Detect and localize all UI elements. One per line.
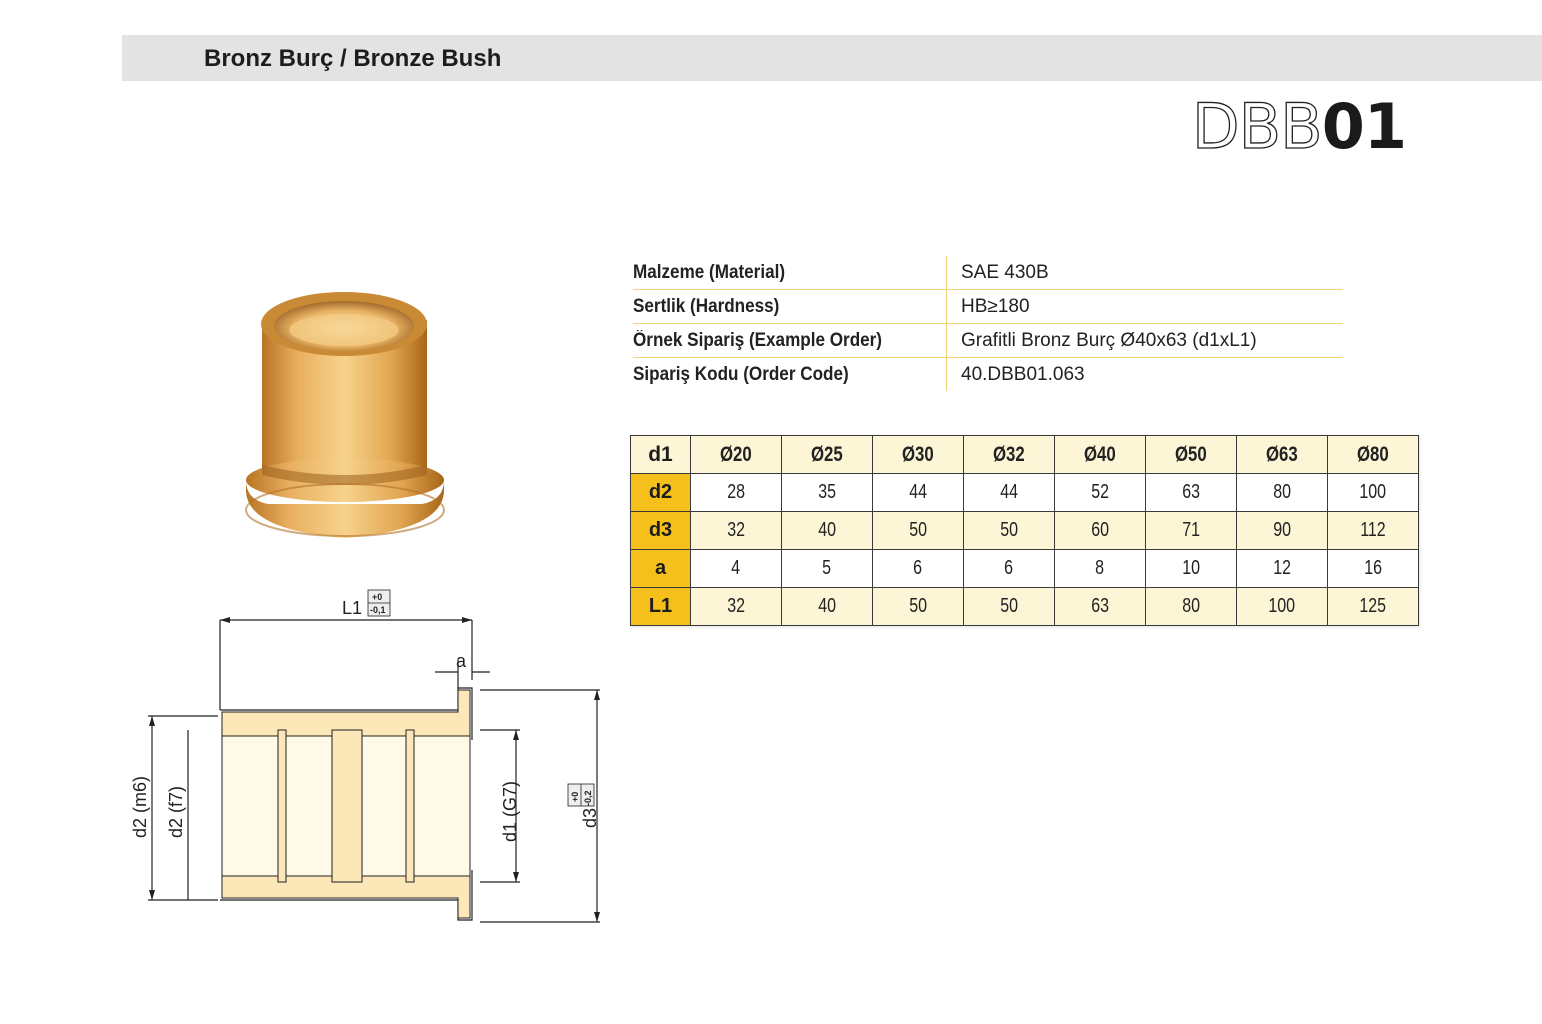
table-cell: Ø50 [1146,436,1237,474]
row-header: d2 [631,474,691,512]
table-cell: 50 [873,512,964,550]
header-bar [122,35,1542,81]
table-cell: Ø63 [1237,436,1328,474]
table-cell: 52 [1055,474,1146,512]
table-cell: 6 [964,550,1055,588]
table-row [631,512,1419,550]
table-cell: Ø32 [964,436,1055,474]
table-cell: 10 [1146,550,1237,588]
table-cell: Ø20 [691,436,782,474]
table-cell: 50 [873,588,964,626]
table-cell: 32 [691,588,782,626]
spec-value: Grafitli Bronz Burç Ø40x63 (d1xL1) [946,324,1343,357]
table-cell: 8 [1055,550,1146,588]
spec-value: HB≥180 [946,290,1343,323]
dimension-table [630,435,1419,626]
spec-label: Sertlik (Hardness) [633,295,780,317]
table-cell: 71 [1146,512,1237,550]
table-cell: 6 [873,550,964,588]
table-cell: Ø80 [1328,436,1419,474]
spec-row-example-order [633,324,1343,358]
table-row [631,588,1419,626]
spec-value: 40.DBB01.063 [946,358,1343,391]
d1-label: d1 (G7) [500,780,520,842]
table-cell: 50 [964,512,1055,550]
row-header: d1 [631,436,691,474]
spec-label: Örnek Sipariş (Example Order) [633,329,883,351]
spec-label: Malzeme (Material) [633,261,786,283]
page-title: Bronz Burç / Bronze Bush [204,45,502,72]
row-header: L1 [631,588,691,626]
table-cell: 50 [964,588,1055,626]
table-cell: 44 [873,474,964,512]
table-cell: 40 [782,512,873,550]
product-code-suffix: 01 [1321,90,1406,163]
table-cell: 80 [1237,474,1328,512]
spec-row-hardness [633,290,1343,324]
d2-m6-label: d2 (m6) [130,775,150,838]
row-header: a [631,550,691,588]
product-photo [240,290,450,550]
table-cell: 100 [1237,588,1328,626]
spec-row-material [633,256,1343,290]
row-header: d3 [631,512,691,550]
table-cell: 12 [1237,550,1328,588]
table-cell: Ø40 [1055,436,1146,474]
product-code [1192,92,1406,162]
table-cell: 90 [1237,512,1328,550]
d3-tolerance-lower: -0,2 [583,790,593,806]
table-cell: 60 [1055,512,1146,550]
table-cell: 32 [691,512,782,550]
table-cell: 44 [964,474,1055,512]
table-cell: 5 [782,550,873,588]
table-cell: 28 [691,474,782,512]
l1-tolerance-lower: -0,1 [370,605,386,615]
table-row [631,436,1419,474]
table-cell: 4 [691,550,782,588]
spec-row-order-code [633,358,1343,391]
d3-tolerance-upper: +0 [570,791,580,802]
table-cell: 112 [1328,512,1419,550]
table-cell: 125 [1328,588,1419,626]
table-row [631,474,1419,512]
table-cell: 35 [782,474,873,512]
d3-label: d3 [580,807,600,828]
a-label: a [456,651,467,671]
l1-tolerance-upper: +0 [372,592,383,602]
technical-drawing [110,580,620,940]
spec-table [633,256,1343,391]
l1-label: L1 [342,598,363,618]
table-cell: 16 [1328,550,1419,588]
spec-label: Sipariş Kodu (Order Code) [633,363,849,385]
d2-f7-label: d2 (f7) [166,785,186,838]
table-cell: 63 [1055,588,1146,626]
table-cell: 80 [1146,588,1237,626]
product-code-prefix: DBB [1191,90,1322,163]
table-cell: 63 [1146,474,1237,512]
spec-value: SAE 430B [946,256,1343,289]
table-row [631,550,1419,588]
table-cell: Ø30 [873,436,964,474]
table-cell: Ø25 [782,436,873,474]
table-cell: 100 [1328,474,1419,512]
table-cell: 40 [782,588,873,626]
